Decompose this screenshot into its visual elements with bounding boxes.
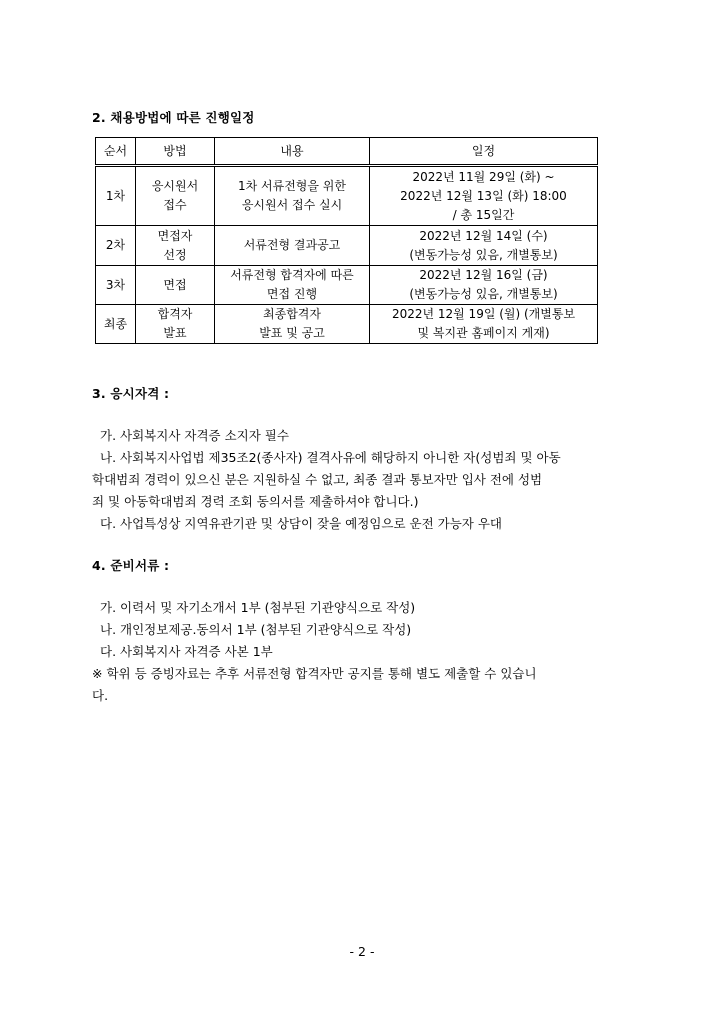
section3-body xyxy=(92,425,612,535)
schedule-table xyxy=(95,137,598,344)
document-line: 다. xyxy=(92,688,109,703)
document-line: 가. 이력서 및 자기소개서 1부 (첨부된 기관양식으로 작성) xyxy=(100,600,416,615)
content-line: 면접 진행 xyxy=(266,287,318,301)
qualification-line: 나. 사회복지사업법 제35조2(종사자) 결격사유에 해당하지 아니한 자(성범죄 및 아동 xyxy=(100,450,561,465)
document-line: 다. 사회복지사 자격증 사본 1부 xyxy=(100,644,273,659)
method-line: 선정 xyxy=(163,247,187,262)
content-line: 최종합격자 xyxy=(263,307,321,321)
page-number: - 2 - xyxy=(349,944,375,959)
schedule-line: 2022년 12월 19일 (월) (개별통보 xyxy=(391,307,576,321)
header-content: 내용 xyxy=(215,138,370,166)
section3-title: 3. 응시자격 : xyxy=(92,386,170,401)
header-schedule: 일정 xyxy=(370,138,598,166)
section4-body xyxy=(92,597,612,707)
header-method: 방법 xyxy=(136,138,215,166)
table-row xyxy=(96,166,598,226)
content-line: 발표 및 공고 xyxy=(259,326,325,340)
content-line: 응시원서 접수 실시 xyxy=(241,198,343,212)
method-line: 면접자 xyxy=(157,228,193,243)
qualification-line: 다. 사업특성상 지역유관기관 및 상담이 잦을 예정임으로 운전 가능자 우대 xyxy=(100,516,502,531)
method-line: 합격자 xyxy=(157,307,193,321)
table-row xyxy=(96,226,598,266)
row-method xyxy=(136,305,215,344)
method-line: 발표 xyxy=(163,326,187,340)
schedule-line: 및 복지관 홈페이지 게재) xyxy=(417,326,550,340)
header-order: 순서 xyxy=(96,138,136,166)
table-row xyxy=(96,266,598,305)
content-line: 1차 서류전형을 위한 xyxy=(237,179,346,193)
row-order: 최종 xyxy=(96,305,136,344)
schedule-line: / 총 15일간 xyxy=(452,207,515,222)
row-content xyxy=(215,266,370,305)
row-schedule xyxy=(370,305,598,344)
table-header-row xyxy=(96,138,598,166)
method-line: 응시원서 xyxy=(151,179,199,193)
method-line: 면접 xyxy=(163,277,187,292)
schedule-line: 2022년 11월 29일 (화) ~ xyxy=(412,169,555,184)
row-order: 3차 xyxy=(96,266,136,305)
section4-title: 4. 준비서류 : xyxy=(92,558,170,573)
row-method xyxy=(136,166,215,226)
schedule-line: (변동가능성 있음, 개별통보) xyxy=(409,247,558,262)
schedule-line: 2022년 12월 13일 (화) 18:00 xyxy=(400,188,567,203)
row-schedule xyxy=(370,266,598,305)
schedule-line: 2022년 12월 14일 (수) xyxy=(419,228,548,243)
document-line: 나. 개인정보제공.동의서 1부 (첨부된 기관양식으로 작성) xyxy=(100,622,412,637)
qualification-line: 죄 및 아동학대범죄 경력 조회 동의서를 제출하셔야 합니다.) xyxy=(92,494,419,509)
row-order: 2차 xyxy=(96,226,136,266)
row-content xyxy=(215,166,370,226)
content-line: 서류전형 합격자에 따른 xyxy=(230,268,354,282)
row-method xyxy=(136,266,215,305)
row-method xyxy=(136,226,215,266)
qualification-line: 학대범죄 경력이 있으신 분은 지원하실 수 없고, 최종 결과 통보자만 입사 전에 성범 xyxy=(92,472,543,487)
row-schedule xyxy=(370,226,598,266)
section2-title: 2. 채용방법에 따른 진행일정 xyxy=(92,110,255,125)
table-row xyxy=(96,305,598,344)
row-order: 1차 xyxy=(96,166,136,226)
row-content xyxy=(215,305,370,344)
qualification-line: 가. 사회복지사 자격증 소지자 필수 xyxy=(100,428,289,443)
content-line: 서류전형 결과공고 xyxy=(243,238,341,252)
schedule-line: 2022년 12월 16일 (금) xyxy=(419,268,548,282)
schedule-line: (변동가능성 있음, 개별통보) xyxy=(409,287,558,301)
row-schedule xyxy=(370,166,598,226)
row-content xyxy=(215,226,370,266)
method-line: 접수 xyxy=(163,198,187,212)
document-line: ※ 학위 등 증빙자료는 추후 서류전형 합격자만 공지를 통해 별도 제출할 수 있습니 xyxy=(92,666,537,681)
